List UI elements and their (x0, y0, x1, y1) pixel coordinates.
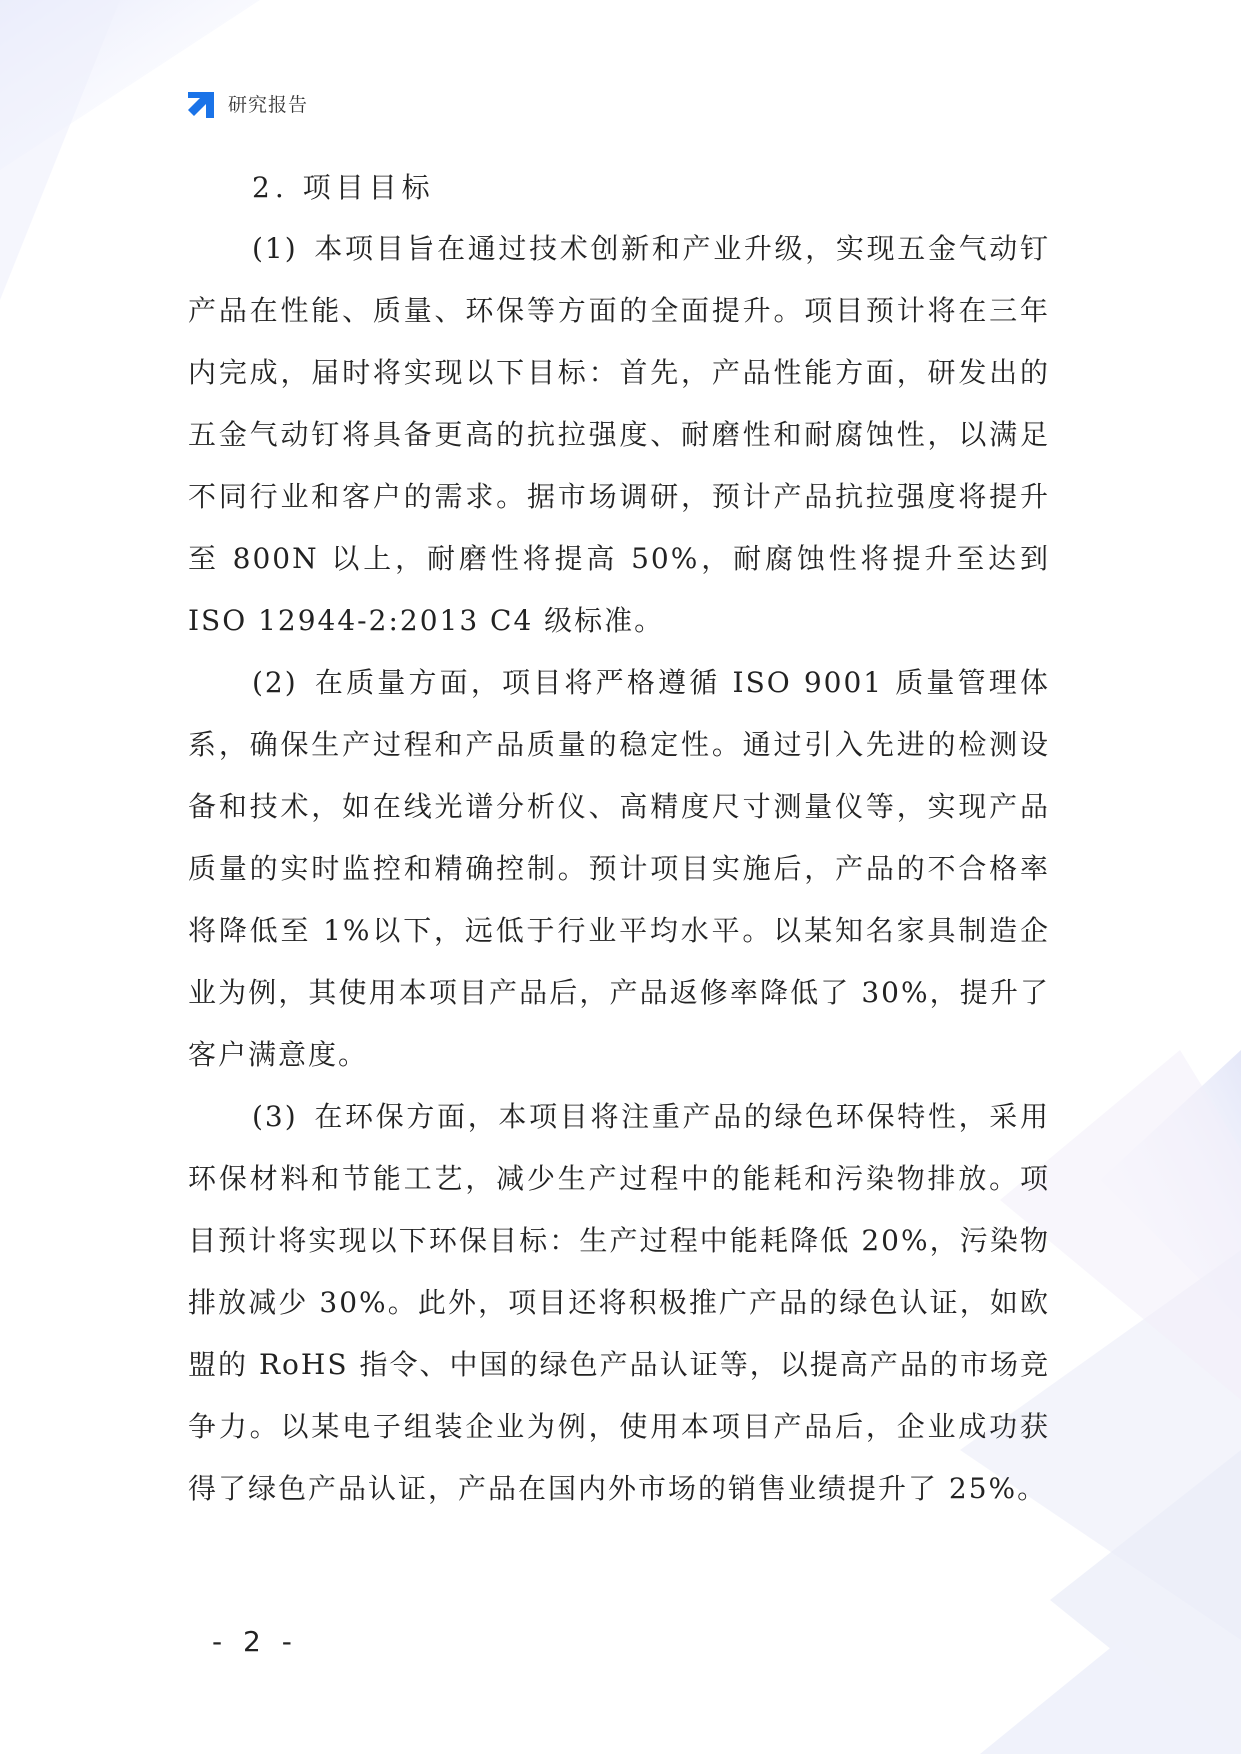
paragraph-number: (1) (252, 232, 298, 265)
paragraph-number: (2) (252, 666, 298, 699)
paragraph-text: 在环保方面，本项目将注重产品的绿色环保特性，采用环保材料和节能工艺，减少生产过程中的能耗和污染物排放。项目预计将实现以下环保目标：生产过程中能耗降低 20%，污染物排放减少 30%。此外，项目还将积极推广产品的绿色认证，如欧盟的 RoHS 指令、中国的绿色产品认证等，以提高产品的市场竞争力。以某电子组装企业为例，使用本项目产品后，企业成功获得了绿色产品认证，产品在国内外市场的销售业绩提升了 25%。 (188, 1100, 1050, 1505)
paragraph-3 (188, 1086, 1050, 1520)
document-body (188, 158, 1050, 1520)
report-header (188, 88, 308, 118)
page-number: - 2 - (212, 1625, 298, 1658)
paragraph-text: 本项目旨在通过技术创新和产业升级，实现五金气动钉产品在性能、质量、环保等方面的全面提升。项目预计将在三年内完成，届时将实现以下目标：首先，产品性能方面，研发出的五金气动钉将具备更高的抗拉强度、耐磨性和耐腐蚀性，以满足不同行业和客户的需求。据市场调研，预计产品抗拉强度将提升至 800N 以上，耐磨性将提高 50%，耐腐蚀性将提升至达到 ISO 12944-2:2013 C4 级标准。 (188, 232, 1050, 637)
section-title: 2. 项目目标 (252, 171, 435, 204)
arrow-up-right-icon (188, 88, 218, 118)
paragraph-text: 在质量方面，项目将严格遵循 ISO 9001 质量管理体系，确保生产过程和产品质量的稳定性。通过引入先进的检测设备和技术，如在线光谱分析仪、高精度尺寸测量仪等，实现产品质量的实时监控和精确控制。预计项目实施后，产品的不合格率将降低至 1%以下，远低于行业平均水平。以某知名家具制造企业为例，其使用本项目产品后，产品返修率降低了 30%，提升了客户满意度。 (188, 666, 1050, 1071)
paragraph-2 (188, 652, 1050, 1086)
header-title: 研究报告 (228, 93, 309, 116)
paragraph-number: (3) (252, 1100, 298, 1133)
paragraph-1 (188, 218, 1050, 652)
